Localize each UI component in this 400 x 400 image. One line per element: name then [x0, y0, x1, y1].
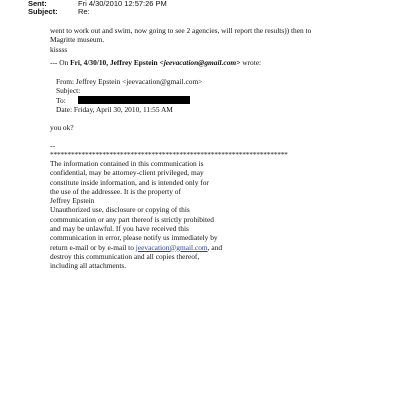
quoted-text: you ok?	[50, 123, 74, 132]
disclaimer-line: constitute inside information, and is intended only for	[50, 177, 209, 187]
quoted-to-label: To:	[56, 95, 66, 105]
disclaimer-link-prefix: return e-mail or by e-mail to	[50, 242, 136, 252]
quote-intro-author: Fri, 4/30/10, Jeffrey Epstein	[70, 58, 160, 67]
subject-label: Subject:	[28, 7, 58, 16]
disclaimer-line: The information contained in this communication is	[50, 159, 204, 168]
disclaimer-line: communication or any part thereof is strictly prohibited	[50, 214, 214, 224]
quote-intro-prefix: --- On	[50, 58, 71, 67]
sent-value: Fri 4/30/2010 12:57:26 PM	[78, 0, 167, 8]
quoted-from: From: Jeffrey Epstein <jeevacation@gmail.com>	[56, 77, 203, 86]
quoted-body	[50, 123, 380, 132]
disclaimer-line: communication in error, please notify us immediately by	[50, 233, 218, 243]
disclaimer-line: the use of the addressee. It is the property of	[50, 186, 181, 196]
quote-intro	[50, 58, 380, 67]
quoted-header	[56, 77, 386, 114]
disclaimer-line: Jeffrey Epstein	[50, 196, 95, 206]
email-link[interactable]: jeevacation@gmail.com	[135, 242, 208, 252]
quoted-date: Date: Friday, April 30, 2010, 11:55 AM	[56, 104, 173, 114]
disclaimer-line: including all attachments.	[50, 261, 127, 271]
redaction-bar	[78, 96, 190, 104]
subject-value: Re:	[78, 7, 90, 16]
disclaimer	[50, 159, 380, 271]
quote-intro-email: <jeevacation@gmail.com>	[159, 58, 241, 67]
message-line-2: Magritte museum.	[50, 35, 105, 45]
disclaimer-line: confidential, may be attorney-client privileged, may	[50, 168, 204, 178]
stars-divider: ********************************************************************	[50, 150, 288, 160]
message-line-3: kissss	[50, 44, 68, 54]
disclaimer-link-suffix: , and	[207, 242, 223, 252]
quoted-subject: Subject:	[56, 86, 81, 96]
disclaimer-line: destroy this communication and all copies thereof,	[50, 251, 200, 261]
disclaimer-line: and may be unlawful. If you have received this	[50, 224, 189, 234]
quoted-to-row	[56, 96, 386, 105]
disclaimer-link-line	[50, 243, 380, 252]
sig-dash: --	[50, 141, 55, 150]
message-line-1: went to work out and swim, now going to see 2 agencies, will report the results)) then to	[50, 26, 312, 35]
message-body	[50, 26, 380, 54]
sent-label: Sent:	[28, 0, 47, 8]
disclaimer-line: Unauthorized use, disclosure or copying of this	[50, 205, 190, 215]
subject-row	[28, 7, 90, 16]
signature-separator	[50, 141, 380, 160]
quote-intro-suffix: wrote:	[240, 58, 262, 67]
